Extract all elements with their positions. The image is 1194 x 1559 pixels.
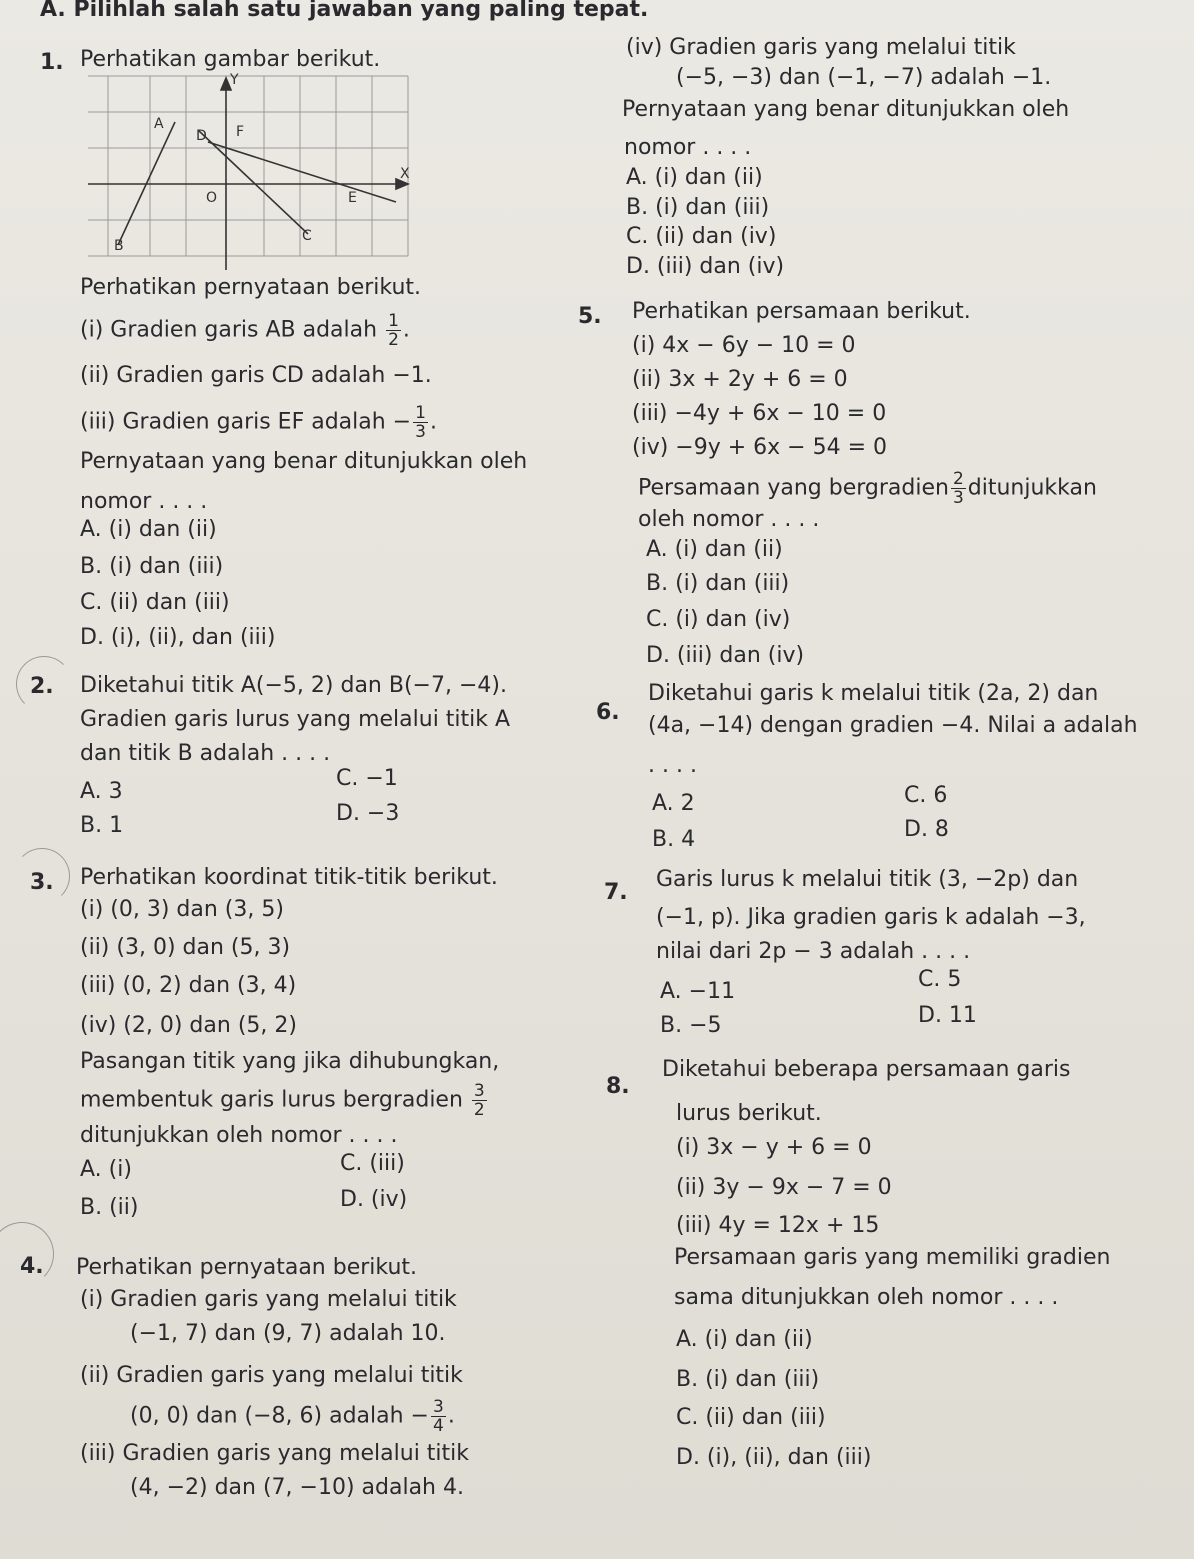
q6-option-b[interactable]: B. 4 — [652, 827, 696, 852]
line-ef — [208, 142, 396, 202]
q3-number: 3. — [30, 870, 54, 895]
q3-intro: Perhatikan koordinat titik-titik berikut. — [80, 865, 498, 890]
q6-option-d[interactable]: D. 8 — [904, 817, 949, 842]
q3-item-2: (ii) (3, 0) dan (5, 3) — [80, 935, 291, 960]
q5-eq-2: (ii) 3x + 2y + 6 = 0 — [632, 367, 848, 392]
q7-option-b[interactable]: B. −5 — [660, 1013, 722, 1038]
q5-eq-1: (i) 4x − 6y − 10 = 0 — [632, 333, 856, 358]
q5-ask — [638, 470, 1097, 507]
q8-eq-2: (ii) 3y − 9x − 7 = 0 — [676, 1175, 892, 1200]
q4-ask-1: Pernyataan yang benar ditunjukkan oleh — [622, 97, 1070, 122]
q7-number: 7. — [604, 880, 628, 905]
q4-statement-1a: (i) Gradien garis yang melalui titik — [80, 1287, 457, 1312]
q5-option-c[interactable]: C. (i) dan (iv) — [646, 607, 791, 632]
q8-option-c[interactable]: C. (ii) dan (iii) — [676, 1405, 826, 1430]
q3-option-b[interactable]: B. (ii) — [80, 1195, 139, 1220]
q7-option-a[interactable]: A. −11 — [660, 979, 736, 1004]
q6-option-c[interactable]: C. 6 — [904, 783, 948, 808]
q8-eq-3: (iii) 4y = 12x + 15 — [676, 1213, 880, 1238]
q4-option-d[interactable]: D. (iii) dan (iv) — [626, 254, 785, 279]
q6-line-1: Diketahui garis k melalui titik (2a, 2) dan — [648, 681, 1099, 706]
q7-line-1: Garis lurus k melalui titik (3, −2p) dan — [656, 867, 1079, 892]
q1-option-a[interactable]: A. (i) dan (ii) — [80, 517, 217, 542]
q7-line-3: nilai dari 2p − 3 adalah . . . . — [656, 939, 971, 964]
q5-option-d[interactable]: D. (iii) dan (iv) — [646, 643, 805, 668]
q4-statement-2b: (0, 0) dan (−8, 6) adalah − $\frac{3}{4}$ . — [130, 1397, 455, 1436]
q8-ask-1: Persamaan garis yang memiliki gradien — [674, 1245, 1111, 1270]
q8-line-1: Diketahui beberapa persamaan garis — [662, 1057, 1071, 1082]
q8-line-2: lurus berikut. — [676, 1101, 822, 1126]
q2-option-c[interactable]: C. −1 — [336, 766, 398, 791]
q1-s1-fraction: $\frac{1}{2}$ — [388, 311, 399, 350]
q2-line-2: Gradien garis lurus yang melalui titik A — [80, 707, 511, 732]
q3-item-1: (i) (0, 3) dan (3, 5) — [80, 897, 284, 922]
q4-intro: Perhatikan pernyataan berikut. — [76, 1255, 418, 1280]
q3-item-3: (iii) (0, 2) dan (3, 4) — [80, 973, 297, 998]
q3-ask-2 — [80, 1082, 489, 1119]
q3-ask-3: ditunjukkan oleh nomor . . . . — [80, 1123, 398, 1148]
q2-line-3: dan titik B adalah . . . . — [80, 741, 331, 766]
q4-option-a[interactable]: A. (i) dan (ii) — [626, 165, 763, 190]
q7-option-c[interactable]: C. 5 — [918, 967, 962, 992]
q2-option-b[interactable]: B. 1 — [80, 813, 124, 838]
q1-ask: Pernyataan yang benar ditunjukkan oleh — [80, 449, 528, 474]
q3-option-c[interactable]: C. (iii) — [340, 1151, 405, 1176]
q4-ask-2: nomor . . . . — [624, 135, 752, 160]
q8-number: 8. — [606, 1074, 630, 1099]
line-cd — [198, 130, 308, 234]
q4-number: 4. — [20, 1254, 44, 1279]
q4-statement-3a: (iii) Gradien garis yang melalui titik — [80, 1441, 470, 1466]
label-a: A — [154, 116, 164, 132]
q1-coordinate-graph — [78, 70, 413, 270]
q1-option-b[interactable]: B. (i) dan (iii) — [80, 554, 224, 579]
label-y: Y — [230, 72, 239, 88]
q5-eq-4: (iv) −9y + 6x − 54 = 0 — [632, 435, 888, 460]
q4-option-b[interactable]: B. (i) dan (iii) — [626, 195, 770, 220]
q4-s2b-fraction: $\frac{3}{4}$ — [433, 1397, 444, 1436]
q3-option-d[interactable]: D. (iv) — [340, 1187, 408, 1212]
q1-statement-1: (i) Gradien garis AB adalah $\frac{1}{2}$ . — [80, 311, 410, 350]
q5-option-b[interactable]: B. (i) dan (iii) — [646, 571, 790, 596]
q2-option-a[interactable]: A. 3 — [80, 779, 123, 804]
label-x: X — [400, 166, 410, 182]
q5-ask-2: oleh nomor . . . . — [638, 507, 820, 532]
q5-ask-post: ditunjukkan — [967, 475, 1097, 501]
q1-option-c[interactable]: C. (ii) dan (iii) — [80, 590, 230, 615]
q3-ask-1: Pasangan titik yang jika dihubungkan, — [80, 1049, 500, 1074]
section-header: A. Pilihlah salah satu jawaban yang paling tepat. — [40, 0, 649, 22]
q5-eq-3: (iii) −4y + 6x − 10 = 0 — [632, 401, 887, 426]
label-origin: O — [206, 190, 218, 206]
label-f: F — [236, 124, 245, 140]
q1-s3-text: (iii) Gradien garis EF adalah − — [80, 409, 412, 435]
q7-option-d[interactable]: D. 11 — [918, 1003, 977, 1028]
q4-statement-3b: (4, −2) dan (7, −10) adalah 4. — [130, 1475, 464, 1500]
q6-line-2: (4a, −14) dengan gradien −4. Nilai a adalah — [648, 713, 1138, 738]
q3-option-a[interactable]: A. (i) — [80, 1157, 132, 1182]
q1-statement-2: (ii) Gradien garis CD adalah −1. — [80, 363, 432, 388]
q3-ask-2-text: membentuk garis lurus bergradien — [80, 1087, 463, 1113]
label-b: B — [114, 238, 124, 254]
q1-option-d[interactable]: D. (i), (ii), dan (iii) — [80, 625, 276, 650]
q5-intro: Perhatikan persamaan berikut. — [632, 299, 971, 324]
q6-option-a[interactable]: A. 2 — [652, 791, 695, 816]
q5-ask-text: Persamaan yang bergradien — [638, 475, 949, 501]
q8-ask-2: sama ditunjukkan oleh nomor . . . . — [674, 1285, 1059, 1310]
q5-option-a[interactable]: A. (i) dan (ii) — [646, 537, 783, 562]
label-e: E — [348, 190, 357, 206]
q4-statement-4b: (−5, −3) dan (−1, −7) adalah −1. — [676, 65, 1052, 90]
q1-ask-2: nomor . . . . — [80, 489, 208, 514]
q7-line-2: (−1, p). Jika gradien garis k adalah −3, — [656, 905, 1086, 930]
q5-fraction: $\frac{2}{3}$ — [952, 469, 964, 508]
q1-s3-fraction: $\frac{1}{3}$ — [415, 403, 426, 442]
q8-option-b[interactable]: B. (i) dan (iii) — [676, 1367, 820, 1392]
q1-statement-intro: Perhatikan pernyataan berikut. — [80, 275, 422, 300]
q4-statement-4a: (iv) Gradien garis yang melalui titik — [626, 35, 1016, 60]
q4-s2b-text: (0, 0) dan (−8, 6) adalah − — [130, 1403, 429, 1429]
q1-s1-text: (i) Gradien garis AB adalah — [80, 317, 378, 343]
q1-statement-3: (iii) Gradien garis EF adalah − $\frac{1}{3}$ . — [80, 403, 437, 442]
q8-option-d[interactable]: D. (i), (ii), dan (iii) — [676, 1445, 872, 1470]
q5-number: 5. — [578, 304, 602, 329]
q4-statement-2a: (ii) Gradien garis yang melalui titik — [80, 1363, 463, 1388]
q3-item-4: (iv) (2, 0) dan (5, 2) — [80, 1013, 297, 1038]
q3-fraction: $\frac{3}{2}$ — [473, 1081, 485, 1120]
q2-number: 2. — [30, 674, 54, 699]
q1-number: 1. — [40, 50, 64, 75]
q2-line-1: Diketahui titik A(−5, 2) dan B(−7, −4). — [80, 673, 507, 698]
q4-option-c[interactable]: C. (ii) dan (iv) — [626, 224, 777, 249]
q8-option-a[interactable]: A. (i) dan (ii) — [676, 1327, 813, 1352]
q2-option-d[interactable]: D. −3 — [336, 801, 400, 826]
label-d: D — [196, 128, 207, 144]
q8-eq-1: (i) 3x − y + 6 = 0 — [676, 1135, 872, 1160]
q1-intro: Perhatikan gambar berikut. — [80, 47, 381, 72]
q6-line-3: . . . . — [648, 753, 697, 778]
label-c: C — [302, 228, 312, 244]
q6-number: 6. — [596, 700, 620, 725]
q4-statement-1b: (−1, 7) dan (9, 7) adalah 10. — [130, 1321, 446, 1346]
